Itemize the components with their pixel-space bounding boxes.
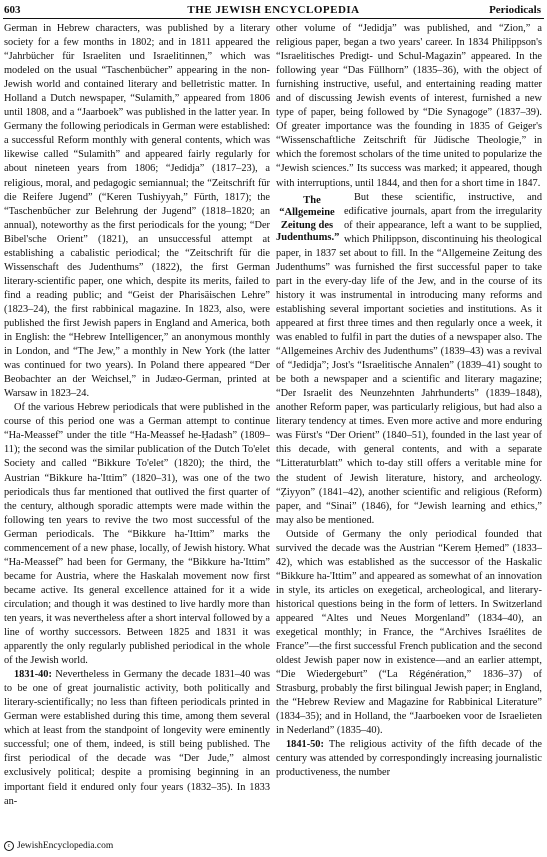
section-title: Periodicals <box>489 4 541 16</box>
paragraph: Of the various Hebrew periodicals that were published in the course of this period one was a German attempt to continue “Ha-Meassef” under the title “Ha-Meassef he-Ḥadash” (1809–11); the second was the similar publication of the Dutch To'elet Society and called “Bikkure To'elet” (1820); the third, the Austrian “Bikkure ha-'Ittim” (1820–31), was one of the two periodicals thus far mentioned that outlived the first quarter of the century, although sporadic attempts were made within the following ten years to revive the two most successful of the German periodicals. The “Bikkure ha-'Ittim” marks the commencement of a new phase, locally, of Jewish history. What “Ha-Meassef” had been for Germany, the “Bikkure ha-'Ittim” became for Austria, where the Haskalah movement now first became active. Its general excellence attained for it a wide circulation; and though it was destined to live hardly more than ten years, it was nevertheless after a short interval followed by a line of worthy successors. Between 1825 and 1831 it was apparently the only regularly published periodical in the whole of the Jewish world. <box>4 402 270 667</box>
paragraph: other volume of “Jedidja” was published, and “Zion,” a religious paper, began a two years' career. In 1834 Philippson's “Israelitisches Predigt- und Schul-Magazin” appeared. In the following year “Das Füllhorn” (1835–36), with the object of furnishing instructive, useful, and entertaining reading matter and of discussing Jewish events of interest, furnished a new type of paper, being followed by “Die Synagoge” (1837–39). Of greater importance was the founding in 1835 of Geiger's “Wissenschaftliche Zeitschrift für Jüdische Theologie,” in which the foremost scholars of the time united to popularize the “Jewish sciences.” Its success was marked; it appeared, though with interruptions, until 1844, and then for a short time in 1847. <box>276 23 542 189</box>
header-rule <box>3 18 544 19</box>
paragraph-text: But these scientific, instructive, and edificative journals, apart from the irregularity of their appearance, left a want to be supplied, which Philippson, discontinuing his theological paper, in 1837 set about to fill. In the “Allgemeine Zeitung des Judenthums” was furnished the first successful paper to take part in the every-day life of the Jew, and in the course of its history it was instrumental in introducing many reforms and establishing several important societies and institutions. As it appeared at first three times and then regularly once a week, it was enabled to fulfil in part the duties of a newspaper also. The “Allgemeines Archiv des Judenthums” (1839–43) was a revival of “Jedidja”; Jost's “Israelitische Annalen” (1839–41) sought to be both a newspaper and a scientific and literary magazine; “Der Israelit des Neunzehnten Jahrhunderts” (1839–1848), another Reform paper, was particularly religious, but had also a literary tendency at times. Even more active and more enduring was Fürst's “Der Orient” (1840–51), founded in the last year of this decade, with general contents, and with a separate “Litteraturblatt” which to-day still offers a veritable mine for the student of Jewish literature, history, and archeology. “Ẓiyyon” (1841–42), another scientific and religious (Reform) paper, and “Sinai” (1846), for “Jewish learning and ethics,” may also be mentioned. <box>276 191 542 526</box>
sidenote: The “Allgemeine Zeitung des Judenthums.” <box>276 194 340 244</box>
paragraph: German in Hebrew characters, was published by a literary society for a few months in 1802; and in 1811 appeared the “Jahrbücher für Israeliten und Israelitinnen,” which was modeled on the usual “Taschenbücher” appearing in the non-Jewish world and contained literary and belletristic matter. In Holland a Dutch newspaper, “Sulamith,” appeared from 1806 until 1808, and a “Jaarboek” was published in the latter year. In Germany the following periodicals in German were established: a successful Reform monthly with general contents, which was likewise called “Sulamith” and appeared fairly regularly for about nineteen years from 1806; “Jedidja” (1817–23), a religious, moral, and pedagogic semiannual; the “Zeitschrift für die Reifere Jugend” (“Keren Tushiyyah,” Fürth, 1817); the “Taschenbücher zur Belehrung der Jugend” (1818–1820; an annual), noteworthy as the first periodicals for the young; “Der Bibel'sche Orient” (1821), an unsuccessful attempt at establishing a cabalistic periodical; the “Zeitschrift für die Wissenschaft des Judenthums” (1822), the first German literary-scientific paper, one which, despite its merits, failed to find a reading public; and “Geist der Pharisäischen Lehre” (1823–24), the first rabbinical magazine. In 1823, also, were published the first Jewish papers in England and America, both in English: the “Hebrew Intelligencer,” an anonymous monthly in London, and “The Jew,” a monthly in New York (the latter was continued for two years). In Poland there appeared “Der Beobachter an der Weichsel,” in Judæo-German, printed at Warsaw in 1823–24. <box>4 23 270 400</box>
footer <box>4 841 113 851</box>
paragraph <box>276 191 542 528</box>
page-header <box>0 0 547 20</box>
copyright-icon: c <box>4 841 14 851</box>
decade-heading: 1831-40: <box>14 669 52 681</box>
paragraph-text: The religious activity of the fifth decade of the century was attended by correspondingly increasing journalistic productiveness, the number <box>276 739 542 779</box>
page-number: 603 <box>4 4 21 16</box>
paragraph <box>4 668 270 808</box>
paragraph: Outside of Germany the only periodical founded that survived the decade was the Austrian “Kerem Ḥemed” (1833–42), which was established as the successor of the Haskalic “Bikkure ha-'Ittim” and appeared as somewhat of an innovation in style, its articles on exegetical, archeological, and literary-historical questions being in the form of letters. In Switzerland appeared “Altes und Neues Morgenland” (1834–40), an exegetical monthly; in France, the “Archives Israélites de France”—the first successful French publication and the second oldest Jewish paper now in existence—and an earlier attempt, “Die Wiedergeburt” (“La Régénération,” 1836–37) of Strasburg, probably the first bilingual Jewish paper; in England, the “Hebrew Review and Magazine for Rabbinical Literature” (1834–35); and in Holland, the “Jaarboeken voor de Israelieten in Nederland” (1835–40). <box>276 528 542 737</box>
running-title: THE JEWISH ENCYCLOPEDIA <box>187 4 360 16</box>
site-link[interactable]: JewishEncyclopedia.com <box>17 841 114 851</box>
left-column <box>4 22 270 837</box>
paragraph <box>276 738 542 780</box>
decade-heading: 1841-50: <box>286 739 324 751</box>
paragraph-text: Nevertheless in Germany the decade 1831–40 was to be one of great journalistic activity, both politically and literary-scientifically; no less than fifteen periodicals printed in German were established during this time, among them several which at least from the standpoint of longevity were eminently successful; one of them, indeed, is still being published. The first periodical of the decade was “Der Jude,” almost exclusively political; despite a promising beginning in an important field it endured only four years (1832–35). In 1833 an- <box>4 669 270 807</box>
right-column <box>276 22 542 837</box>
